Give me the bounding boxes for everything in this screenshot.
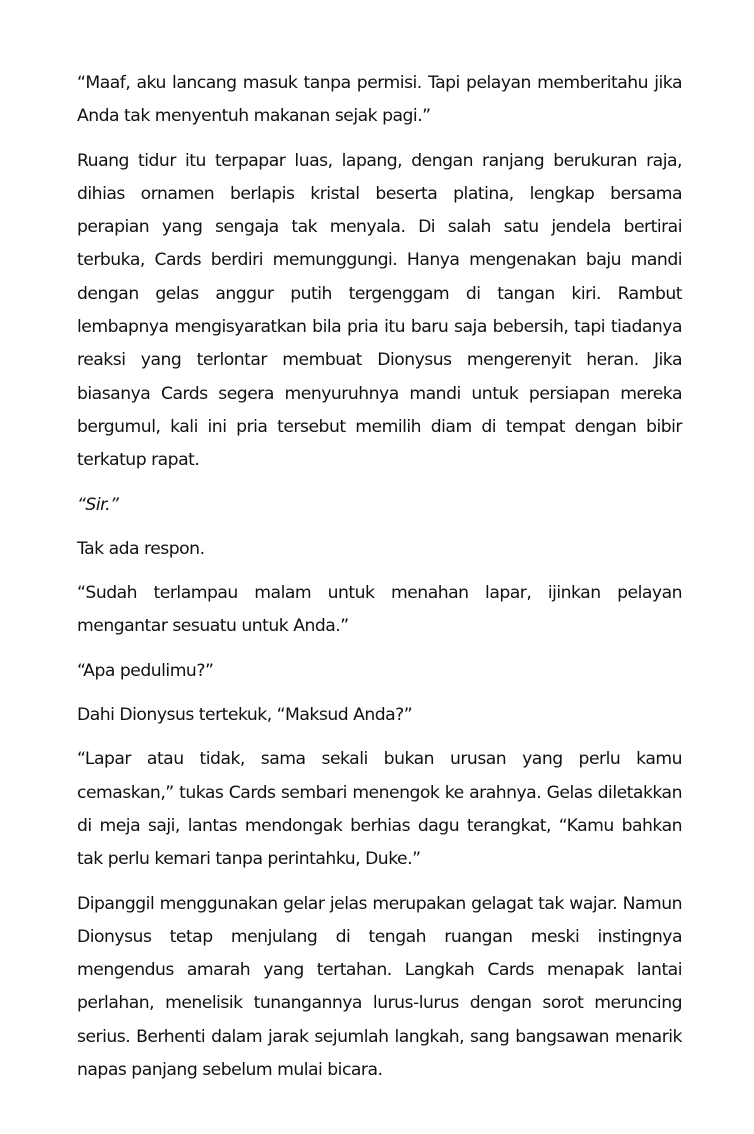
paragraph-7: Dahi Dionysus tertekuk, “Maksud Anda?” [77, 705, 413, 726]
paragraph-6: “Apa pedulimu?” [77, 660, 214, 681]
paragraph-1: “Maaf, aku lancang masuk tanpa permisi. Tapi pelayan memberitahu jika Anda tak menyentuh makanan sejak pagi.” [77, 73, 682, 127]
paragraph-9: Dipanggil menggunakan gelar jelas merupakan gelagat tak wajar. Namun Dionysus tetap menjulang di tengah ruangan meski instingnya mengendus amarah yang tertahan. Langkah Cards menapak lantai perlahan, menelisik tunangannya lurus-lurus dengan sorot meruncing serius. Berhenti dalam jarak sejumlah langkah, sang bangsawan menarik napas panjang sebelum mulai bicara. [77, 893, 682, 1081]
paragraph-2: Ruang tidur itu terpapar luas, lapang, dengan ranjang berukuran raja, dihias ornamen berlapis kristal beserta platina, lengkap bersama perapian yang sengaja tak menyala. Di salah satu jendela bertirai terbuka, Cards berdiri memunggungi. Hanya mengenakan baju mandi dengan gelas anggur putih tergenggam di tangan kiri. Rambut lembapnya mengisyaratkan bila pria itu baru saja bebersih, tapi tiadanya reaksi yang terlontar membuat Dionysus mengerenyit heran. Jika biasanya Cards segera menyuruhnya mandi untuk persiapan mereka bergumul, kali ini pria tersebut memilih diam di tempat dengan bibir terkatup rapat. [77, 150, 682, 471]
paragraph-3: “Sir.” [77, 494, 119, 515]
paragraph-8: “Lapar atau tidak, sama sekali bukan urusan yang perlu kamu cemaskan,” tukas Cards sembari menengok ke arahnya. Gelas diletakkan di meja saji, lantas mendongak berhias dagu terangkat, “Kamu bahkan tak perlu kemari tanpa perintahku, Duke.” [77, 749, 682, 870]
paragraph-5: “Sudah terlampau malam untuk menahan lapar, ijinkan pelayan mengantar sesuatu untuk Anda.” [77, 583, 682, 637]
paragraph-4: Tak ada respon. [77, 538, 205, 559]
document-page [77, 67, 682, 1098]
